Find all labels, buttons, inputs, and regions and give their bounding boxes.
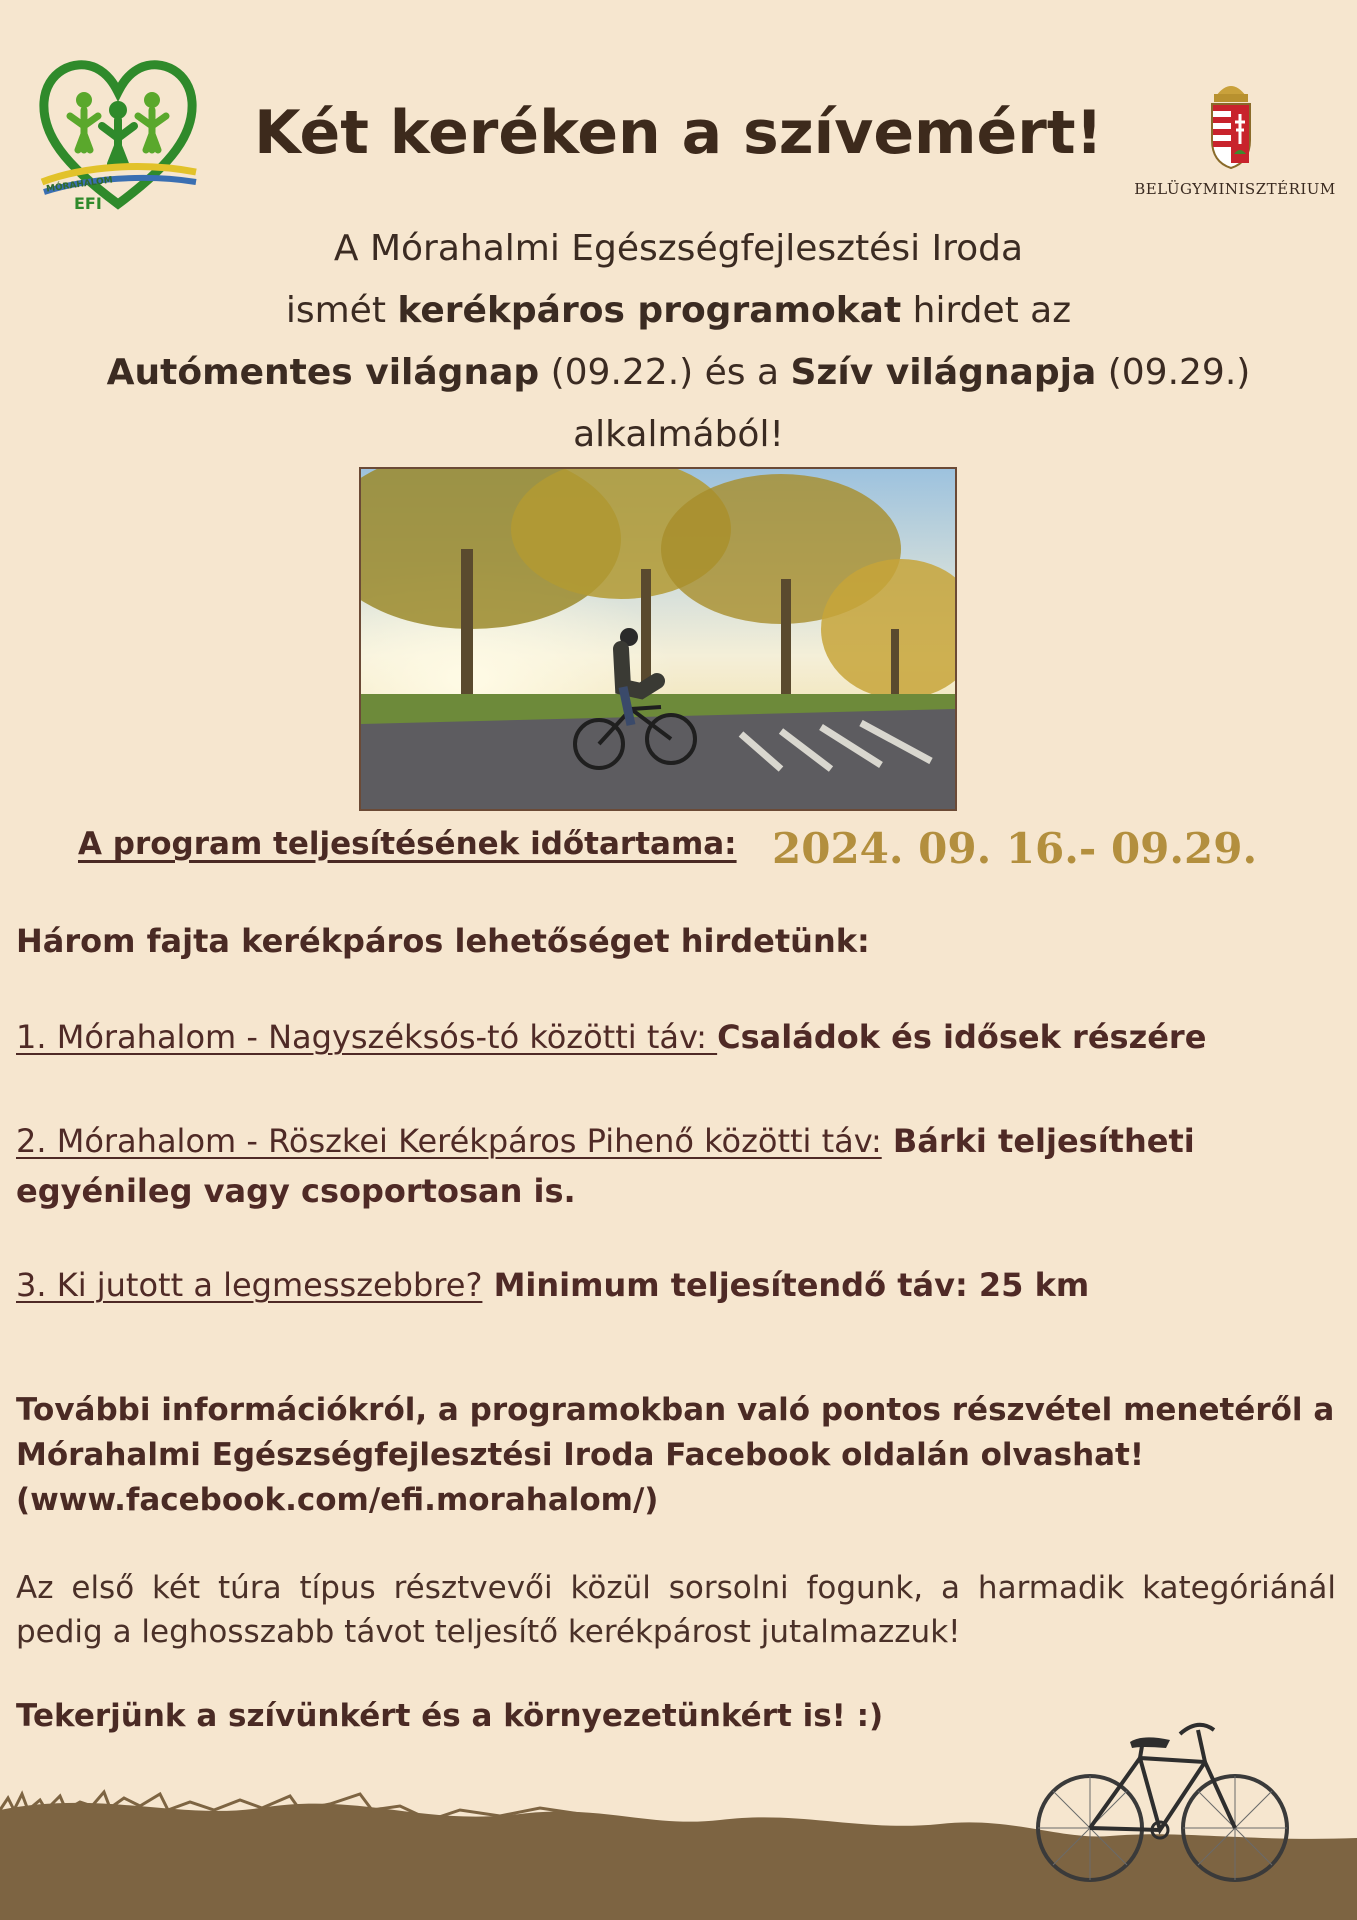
raffle-paragraph: Az első két túra típus résztvevői közül sorsolni fogunk, a harmadik kategóriánál pedig a leghosszabb távot teljesítő kerékpárost jutalmazzuk! <box>16 1570 1336 1650</box>
period-label: A program teljesítésének időtartama: <box>78 826 737 862</box>
intro-bold-part: Szív világnapja <box>790 352 1097 393</box>
intro-text <box>0 218 1357 466</box>
closing-line: Tekerjünk a szívünkért és a környezetünkért is! :) <box>16 1698 884 1734</box>
ministry-name: BELÜGYMINISZTÉRIUM <box>1134 180 1336 198</box>
bicycle-drawing-icon <box>1030 1718 1300 1886</box>
option-3-desc: Minimum teljesítendő táv: 25 km <box>482 1266 1090 1304</box>
intro-text-part: ismét <box>285 290 398 331</box>
intro-text-part: hirdet az <box>901 290 1072 331</box>
intro-line-4: alkalmából! <box>573 414 784 455</box>
option-2-desc: Bárki teljesítheti egyénileg vagy csoportosan is. <box>16 1122 1195 1210</box>
options-heading: Három fajta kerékpáros lehetőséget hirdetünk: <box>16 922 870 960</box>
intro-line-1: A Mórahalmi Egészségfejlesztési Iroda <box>333 228 1024 269</box>
info-paragraph: További információkról, a programokban való pontos részvétel menetéről a Mórahalmi Egészségfejlesztési Iroda Facebook oldalán olvashat! (www.facebook.com/efi.morahalom/) <box>16 1392 1335 1518</box>
option-3 <box>16 1266 1336 1304</box>
intro-text-part: (09.29.) <box>1096 352 1251 393</box>
intro-text-part: (09.22.) és a <box>539 352 791 393</box>
logo-text-top: MÓRAHALOM <box>45 175 114 195</box>
option-1 <box>16 1018 1336 1056</box>
intro-line-2 <box>0 280 1357 342</box>
option-2 <box>16 1116 1336 1216</box>
logo-text-efi: EFI <box>74 194 102 213</box>
cyclist-photo <box>359 467 957 811</box>
option-2-label: 2. Mórahalom - Röszkei Kerékpáros Pihenő közötti táv: <box>16 1122 882 1160</box>
page-title: Két keréken a szívemért! <box>254 98 1103 168</box>
intro-bold-part: Autómentes világnap <box>106 352 540 393</box>
option-1-desc: Családok és idősek részére <box>717 1018 1207 1056</box>
period-date: 2024. 09. 16.- 09.29. <box>772 824 1258 873</box>
intro-line-3 <box>0 342 1357 404</box>
option-1-label: 1. Mórahalom - Nagyszéksós-tó közötti táv: <box>16 1018 718 1056</box>
option-3-label: 3. Ki jutott a legmesszebbre? <box>16 1266 483 1304</box>
cyclist-image-icon <box>361 469 955 809</box>
intro-bold-part: kerékpáros programokat <box>397 290 902 331</box>
